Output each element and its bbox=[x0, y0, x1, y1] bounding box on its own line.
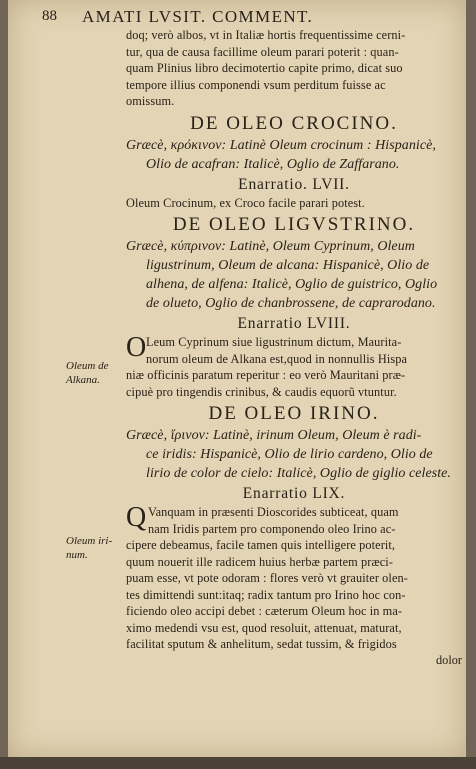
paragraph-ligustrino bbox=[126, 334, 462, 400]
paragraph-irino bbox=[126, 504, 462, 653]
names-line: ligustrinum, Oleum de alcana: Hispanicè, Olio de bbox=[146, 258, 430, 273]
page-bottom-edge bbox=[0, 757, 476, 769]
intro-paragraph bbox=[126, 27, 462, 110]
text-line: ficiendo oleo accipi debet : cæterum Oleum hoc in ma- bbox=[126, 604, 403, 618]
marginal-note-irinum: Oleum iri-num. bbox=[66, 535, 113, 561]
text-line: tempore illius componendi vsum perditum fuisse ac bbox=[126, 77, 386, 92]
text-line: quam Plinius libro decimotertio capite primo, dicat suo bbox=[126, 61, 403, 75]
text-line: cipuè pro tingendis crinibus, & caudis equorũ vtuntur. bbox=[126, 384, 397, 399]
text-line: Vanquam in præsenti Dioscorides subticeat, quam bbox=[148, 505, 399, 519]
enarratio-heading: Enarratio LIX. bbox=[242, 485, 346, 502]
enarratio-heading: Enarratio LVIII. bbox=[237, 315, 351, 332]
section-title-ligustrino: DE OLEO LIGVSTRINO. bbox=[172, 214, 416, 235]
text-line: niæ officinis paratum reperitur : eo verò Mauritani præ- bbox=[126, 368, 406, 382]
names-line: lirio de color de cielo: Italicè, Oglio de giglio celeste. bbox=[146, 466, 451, 481]
page-number: 88 bbox=[42, 8, 57, 24]
marginal-note-alkana: Oleum de Alkana. bbox=[66, 360, 109, 386]
names-line: de olueto, Oglio de chanbrossene, de caprarodano. bbox=[146, 296, 436, 311]
text-line: tes dimittendi sunt:itaq; radix tantum pro Irino hoc con- bbox=[126, 587, 406, 602]
section-title-irino: DE OLEO IRINO. bbox=[208, 403, 380, 424]
text-line: norum oleum de Alkana est,quod in nonnullis Hispa bbox=[146, 351, 408, 366]
running-head: AMATI LVSIT. COMMENT. bbox=[82, 7, 314, 26]
names-line: Græcè, κύπρινον: Latinè, Oleum Cyprinum, Oleum bbox=[126, 239, 415, 254]
text-line: tur, qua de causa facillime oleum parari poterit : quan- bbox=[126, 44, 399, 59]
text-block bbox=[126, 27, 462, 668]
text-line: nam Iridis partem pro componendo oleo Irino ac- bbox=[148, 521, 396, 536]
page-header bbox=[42, 6, 462, 28]
names-line: ce iridis: Hispanicè, Olio de lirio cardeno, Olio de bbox=[146, 447, 433, 462]
book-page bbox=[8, 0, 466, 757]
section-title-crocino: DE OLEO CROCINO. bbox=[190, 112, 398, 134]
drop-cap: Q bbox=[126, 502, 147, 533]
text-line: facilitat sputum & anhelitum, sedat tussim, & frigidos bbox=[126, 637, 397, 651]
text-line: ximo medendi vsu est, quod resoluit, attenuat, maturat, bbox=[126, 620, 402, 635]
drop-cap: O bbox=[126, 332, 147, 363]
text-line: Leum Cyprinum siue ligustrinum dictum, Maurita- bbox=[146, 335, 402, 349]
names-line: Græcè, κρόκινον: Latinè Oleum crocinum : Hispanicè, bbox=[126, 137, 436, 153]
names-line: alhena, de alfena: Italicè, Oglio de guistrico, Oglio bbox=[146, 277, 438, 292]
text-line: puam esse, vt pote odoram : flores verò vt grauiter olen- bbox=[126, 571, 408, 585]
enarratio-heading: Enarratio. LVII. bbox=[238, 175, 350, 193]
names-line: Græcè, ἴρινον: Latinè, irinum Oleum, Oleum è radi- bbox=[126, 428, 422, 443]
text-line: quum nouerit ille radicem huius herbæ partem præci- bbox=[126, 554, 394, 569]
names-line: Olio de acafran: Italicè, Oglio de Zaffarano. bbox=[146, 156, 400, 172]
text-line: Oleum Crocinum, ex Croco facile parari potest. bbox=[126, 195, 365, 210]
text-line: cipere debeamus, facile tamen quis intelligere poterit, bbox=[126, 538, 396, 552]
catchword: dolor bbox=[436, 652, 462, 667]
text-line: doq; verò albos, vt in Italiæ hortis frequentissime cerni- bbox=[126, 28, 406, 42]
text-line: omissum. bbox=[126, 94, 175, 108]
